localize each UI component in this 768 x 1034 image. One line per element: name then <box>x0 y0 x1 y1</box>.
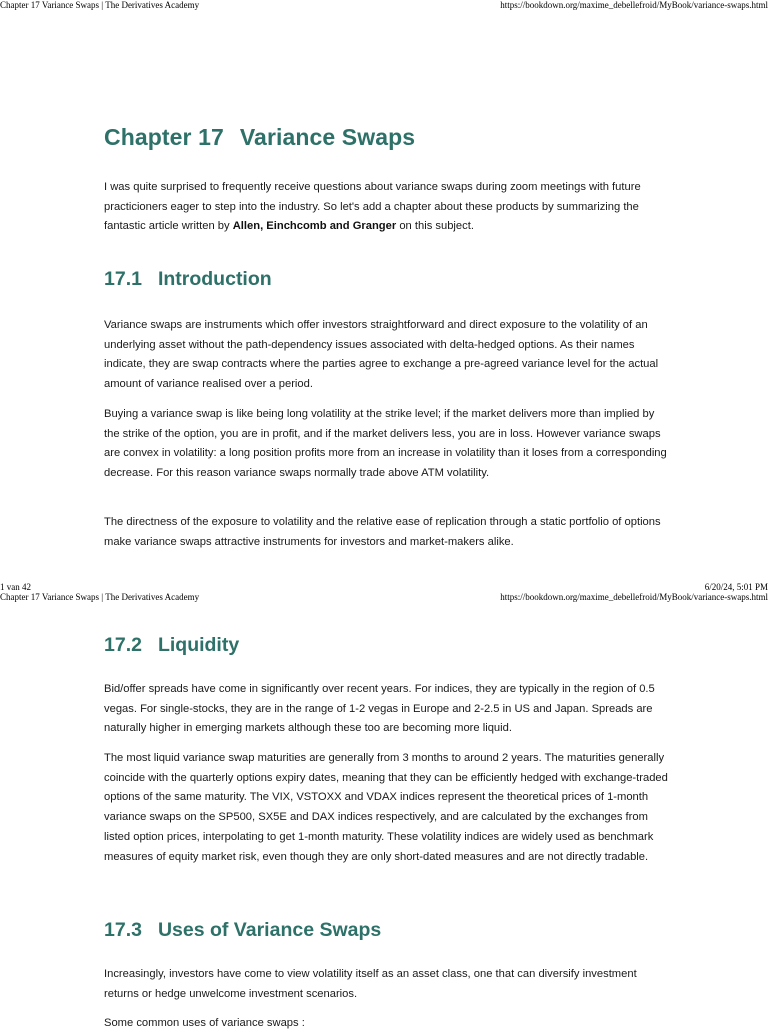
print-header-title: Chapter 17 Variance Swaps | The Derivatives Academy <box>0 0 200 10</box>
paragraph: Buying a variance swap is like being long volatility at the strike level; if the market delivers more than implied by the strike of the option, you are in profit, and if the market delivers less, you are in loss. However variance swaps are convex in volatility: a long position profits more from an increase in volatility than it loses from a corresponding decrease. For this reason variance swaps normally trade above ATM volatility. <box>104 408 667 480</box>
section-17-2 <box>104 634 668 657</box>
print-header-page-2 <box>0 592 768 602</box>
print-header-title: Chapter 17 Variance Swaps | The Derivatives Academy <box>0 592 200 602</box>
section-17-3-body <box>104 965 668 1004</box>
intro-paragraph <box>104 178 668 237</box>
print-footer-page-1 <box>0 582 768 592</box>
chapter-title <box>104 124 668 151</box>
paragraph: The most liquid variance swap maturities are generally from 3 months to around 2 years. The maturities generally coincide with the quarterly options expiry dates, meaning that they can be efficiently hedged with exchange-traded options of the same maturity. The VIX, VSTOXX and VDAX indices represent the theoretical prices of 1-month variance swaps on the SP500, SX5E and DAX indices respectively, and are calculated by the exchanges from listed option prices, interpolating to get 1-month maturity. These volatility indices are widely used as benchmark measures of equity market risk, even though they are only short-dated measures and are not directly tradable. <box>104 752 668 863</box>
paragraph: The directness of the exposure to volatility and the relative ease of replication through a static portfolio of options make variance swaps attractive instruments for investors and market-makers alike. <box>104 516 661 548</box>
print-header-url[interactable]: https://bookdown.org/maxime_debellefroid/MyBook/variance-swaps.html <box>500 0 768 10</box>
section-17-1-body-3 <box>104 513 668 552</box>
paragraph: Bid/offer spreads have come in significantly over recent years. For indices, they are typically in the region of 0.5 vegas. For single-stocks, they are in the range of 1-2 vegas in Europe and 2-2.5 in US and Japan. Spreads are naturally higher in emerging markets although these too are becoming more liquid. <box>104 683 655 735</box>
section-title: Uses of Variance Swaps <box>157 919 382 941</box>
section-heading-uses-of-variance-swaps <box>104 919 668 942</box>
section-17-2-body <box>104 680 668 739</box>
print-header-page-1 <box>0 0 768 10</box>
intro-text-after: on this subject. <box>396 220 474 233</box>
page-count: 1 van 42 <box>0 582 31 592</box>
section-heading-introduction <box>104 268 668 291</box>
section-17-1-body <box>104 316 668 395</box>
section-number: 17.1 <box>104 268 142 290</box>
print-header-url[interactable]: https://bookdown.org/maxime_debellefroid/MyBook/variance-swaps.html <box>500 592 768 602</box>
intro-paragraph-block <box>104 178 668 237</box>
section-title: Liquidity <box>157 634 240 656</box>
section-17-1-body-2 <box>104 405 668 484</box>
section-number: 17.3 <box>104 919 142 941</box>
section-17-1 <box>104 268 668 291</box>
section-title: Introduction <box>157 268 272 290</box>
print-date: 6/20/24, 5:01 PM <box>704 582 768 592</box>
paragraph: Some common uses of variance swaps : <box>104 1017 305 1029</box>
paragraph: Variance swaps are instruments which offer investors straightforward and direct exposure to the volatility of an underlying asset without the path-dependency issues associated with delta-hedged options. As their names indicate, they are swap contracts where the parties agree to exchange a pre-agreed variance level for the actual amount of variance realised over a period. <box>104 319 659 391</box>
section-17-3 <box>104 919 668 942</box>
chapter-number: Chapter 17 <box>104 124 224 150</box>
intro-author-link: Allen, Einchcomb and Granger <box>232 220 397 233</box>
chapter-name: Variance Swaps <box>239 124 416 150</box>
page-1-content <box>104 124 668 151</box>
section-heading-liquidity <box>104 634 668 657</box>
intro-text-before: I was quite surprised to frequently receive questions about variance swaps during zoom meetings with future practicioners eager to step into the industry. So let's add a chapter about these products by summarizing the fantastic article written by <box>104 181 641 233</box>
section-17-2-body-2 <box>104 749 668 867</box>
paragraph: Increasingly, investors have come to view volatility itself as an asset class, one that can diversify investment returns or hedge unwelcome investment scenarios. <box>104 968 637 1000</box>
section-number: 17.2 <box>104 634 142 656</box>
